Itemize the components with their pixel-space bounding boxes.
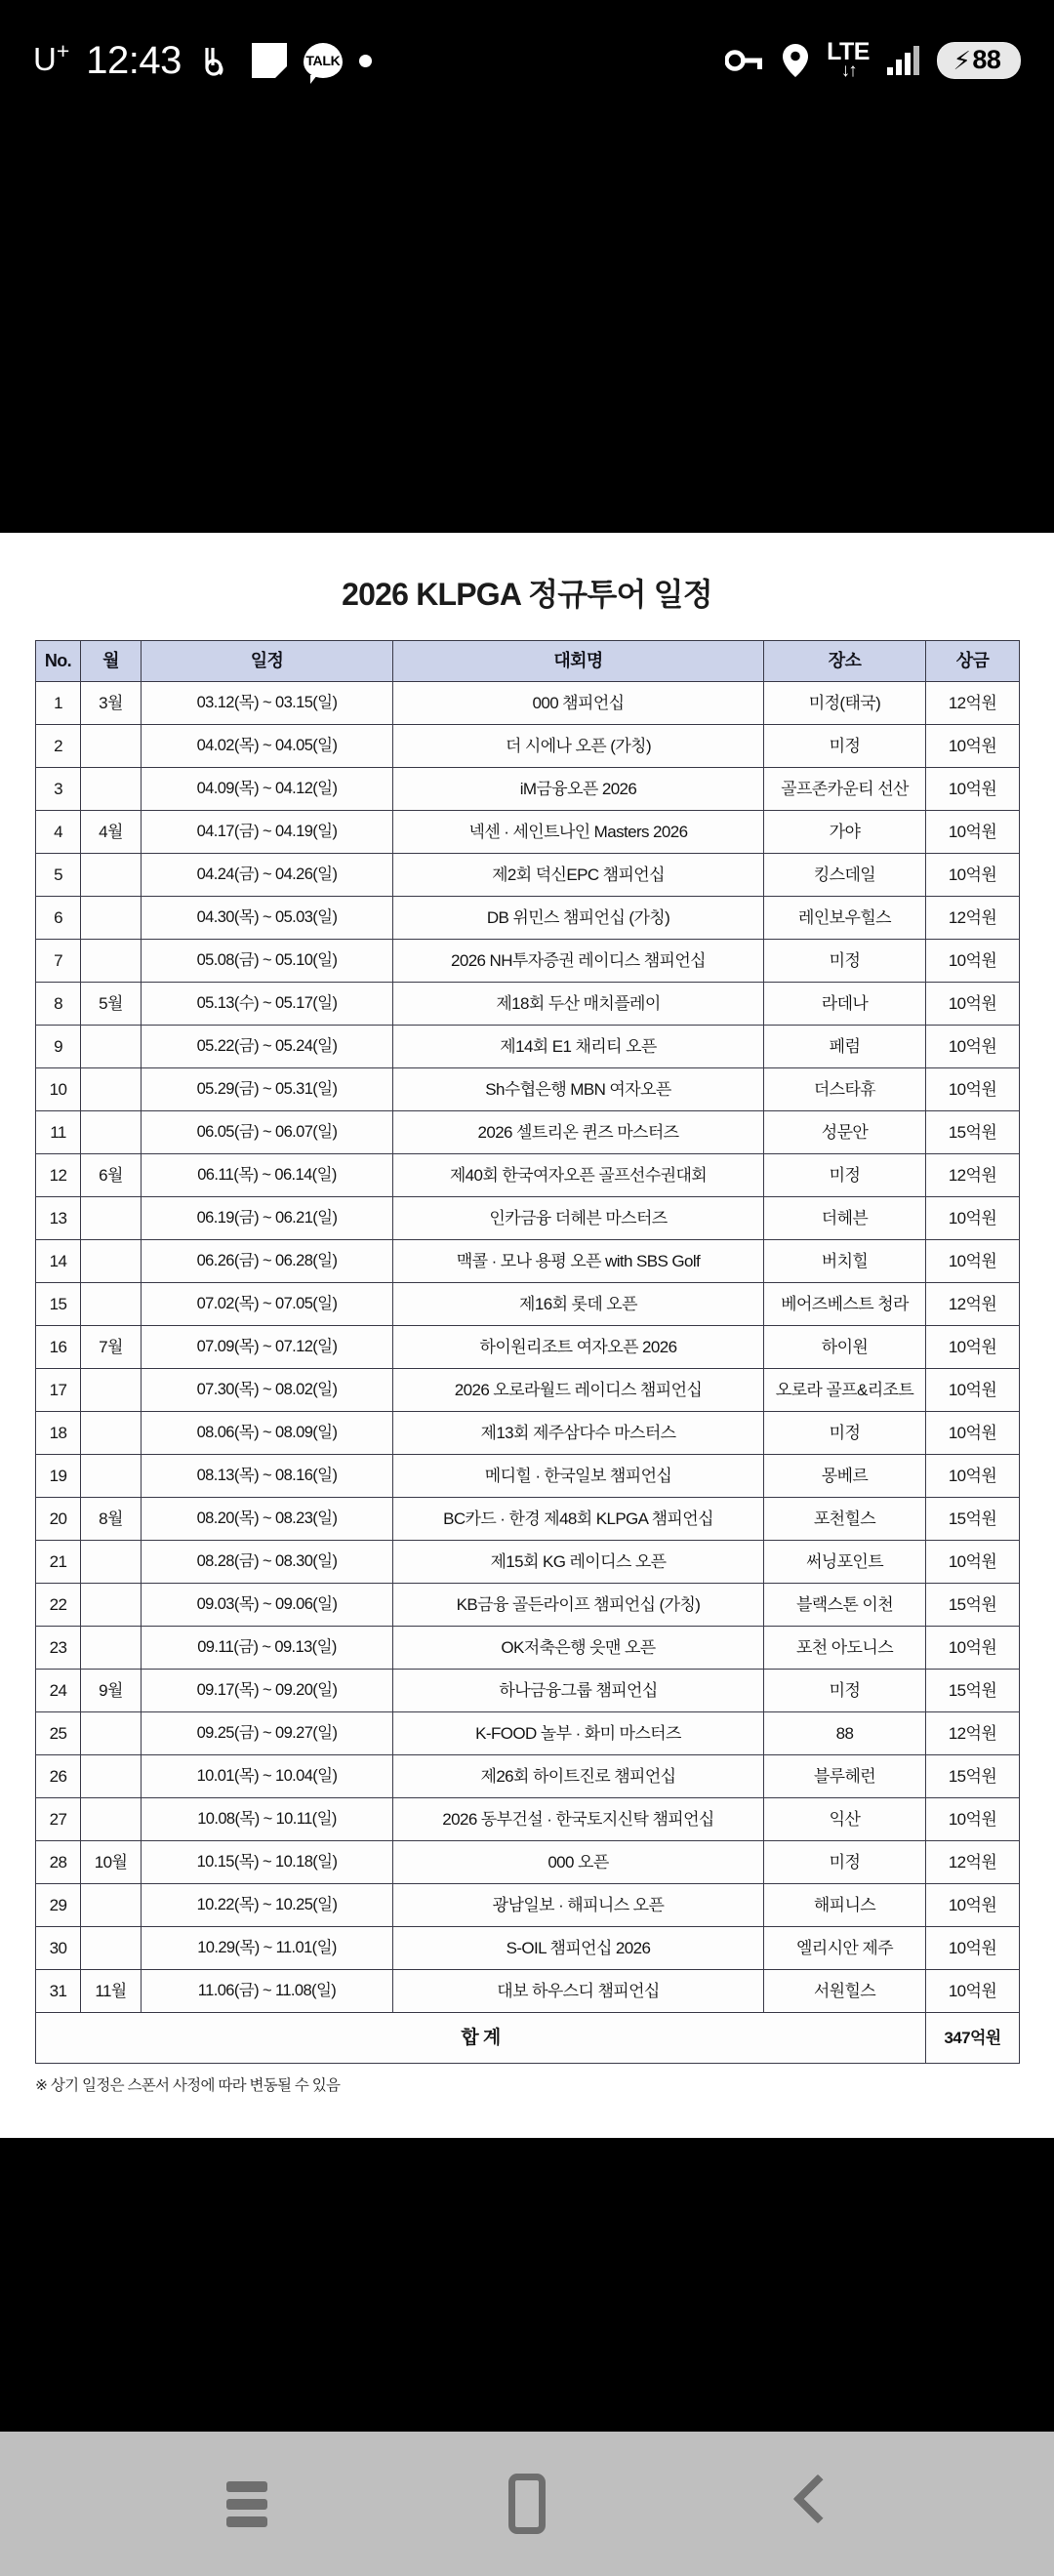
cell-no: 9 [36, 1026, 81, 1068]
cell-place: 미정 [764, 1412, 926, 1455]
cell-prize: 10억원 [926, 1455, 1020, 1498]
cell-name: 제14회 E1 채리티 오픈 [393, 1026, 764, 1068]
cell-name: 제16회 롯데 오픈 [393, 1283, 764, 1326]
cell-prize: 10억원 [926, 768, 1020, 811]
cell-place: 엘리시안 제주 [764, 1927, 926, 1970]
carrier-label: U+ [33, 37, 70, 77]
cell-no: 12 [36, 1154, 81, 1197]
cell-date: 04.30(목) ~ 05.03(일) [142, 897, 393, 940]
table-row [36, 811, 1020, 854]
cell-date: 05.29(금) ~ 05.31(일) [142, 1068, 393, 1111]
cell-prize: 15억원 [926, 1584, 1020, 1627]
document-sheet [0, 533, 1054, 2138]
total-row [36, 2013, 1020, 2064]
cell-month: 11월 [81, 1970, 142, 2013]
cell-prize: 10억원 [926, 1197, 1020, 1240]
cell-place: 킹스데일 [764, 854, 926, 897]
cell-prize: 10억원 [926, 1240, 1020, 1283]
cell-place: 라데나 [764, 983, 926, 1026]
cell-month [81, 1798, 142, 1841]
cell-place: 성문안 [764, 1111, 926, 1154]
status-bar [0, 0, 1054, 94]
cell-no: 29 [36, 1884, 81, 1927]
cell-date: 08.28(금) ~ 08.30(일) [142, 1541, 393, 1584]
cell-name: DB 위민스 챔피언십 (가칭) [393, 897, 764, 940]
home-button[interactable] [468, 2445, 586, 2562]
schedule-table [35, 640, 1020, 2064]
table-header [36, 641, 1020, 682]
cell-date: 09.17(목) ~ 09.20(일) [142, 1670, 393, 1712]
table-row [36, 1670, 1020, 1712]
cell-date: 08.13(목) ~ 08.16(일) [142, 1455, 393, 1498]
cell-prize: 10억원 [926, 940, 1020, 983]
cell-date: 04.09(목) ~ 04.12(일) [142, 768, 393, 811]
cell-no: 31 [36, 1970, 81, 2013]
total-label: 합 계 [36, 2013, 926, 2064]
cell-no: 14 [36, 1240, 81, 1283]
table-row [36, 1283, 1020, 1326]
cell-date: 06.05(금) ~ 06.07(일) [142, 1111, 393, 1154]
table-row [36, 1026, 1020, 1068]
cell-no: 27 [36, 1798, 81, 1841]
cell-name: 제40회 한국여자오픈 골프선수권대회 [393, 1154, 764, 1197]
status-bar-right [725, 40, 1021, 80]
cell-name: K-FOOD 놀부 · 화미 마스터즈 [393, 1712, 764, 1755]
cell-month [81, 1111, 142, 1154]
cell-date: 07.30(목) ~ 08.02(일) [142, 1369, 393, 1412]
back-button[interactable] [749, 2445, 866, 2562]
table-row [36, 768, 1020, 811]
table-row [36, 1627, 1020, 1670]
cell-place: 더헤븐 [764, 1197, 926, 1240]
schedule-table-wrapper [0, 640, 1054, 2064]
cell-month [81, 1884, 142, 1927]
cell-place: 페럼 [764, 1026, 926, 1068]
cell-place: 88 [764, 1712, 926, 1755]
table-row [36, 854, 1020, 897]
cell-date: 05.08(금) ~ 05.10(일) [142, 940, 393, 983]
blank-area-bottom [0, 2138, 1054, 2432]
cell-place: 오로라 골프&리조트 [764, 1369, 926, 1412]
cell-date: 10.01(목) ~ 10.04(일) [142, 1755, 393, 1798]
table-row [36, 1154, 1020, 1197]
cell-name: S-OIL 챔피언십 2026 [393, 1927, 764, 1970]
cell-prize: 15억원 [926, 1755, 1020, 1798]
lte-icon: LTE ↓↑ [827, 38, 870, 81]
cell-month [81, 1197, 142, 1240]
cell-no: 8 [36, 983, 81, 1026]
cell-date: 09.03(목) ~ 09.06(일) [142, 1584, 393, 1627]
cell-prize: 15억원 [926, 1670, 1020, 1712]
cell-month [81, 1068, 142, 1111]
cell-prize: 10억원 [926, 1026, 1020, 1068]
cell-no: 7 [36, 940, 81, 983]
cell-no: 30 [36, 1927, 81, 1970]
cell-month: 6월 [81, 1154, 142, 1197]
cell-place: 미정 [764, 1154, 926, 1197]
table-row [36, 1111, 1020, 1154]
cell-month [81, 1584, 142, 1627]
cell-date: 06.19(금) ~ 06.21(일) [142, 1197, 393, 1240]
cell-date: 05.13(수) ~ 05.17(일) [142, 983, 393, 1026]
table-row [36, 1412, 1020, 1455]
cell-no: 6 [36, 897, 81, 940]
cell-place: 레인보우힐스 [764, 897, 926, 940]
column-header-month: 월 [81, 641, 142, 682]
status-bar-left [33, 37, 372, 82]
home-icon [508, 2474, 546, 2534]
cell-name: 하나금융그룹 챔피언십 [393, 1670, 764, 1712]
cell-prize: 10억원 [926, 1627, 1020, 1670]
cell-month: 9월 [81, 1670, 142, 1712]
cell-name: 대보 하우스디 챔피언십 [393, 1970, 764, 2013]
cell-date: 04.02(목) ~ 04.05(일) [142, 725, 393, 768]
cell-no: 18 [36, 1412, 81, 1455]
cell-month: 3월 [81, 682, 142, 725]
cell-no: 22 [36, 1584, 81, 1627]
table-row [36, 1584, 1020, 1627]
table-row [36, 1326, 1020, 1369]
cell-prize: 10억원 [926, 1369, 1020, 1412]
cell-place: 몽베르 [764, 1455, 926, 1498]
cell-date: 08.20(목) ~ 08.23(일) [142, 1498, 393, 1541]
cell-no: 15 [36, 1283, 81, 1326]
cell-prize: 10억원 [926, 1927, 1020, 1970]
status-clock: 12:43 [86, 39, 182, 82]
cell-name: 하이원리조트 여자오픈 2026 [393, 1326, 764, 1369]
cell-name: 2026 동부건설 · 한국토지신탁 챔피언십 [393, 1798, 764, 1841]
cell-name: 더 시에나 오픈 (가칭) [393, 725, 764, 768]
cell-prize: 10억원 [926, 1970, 1020, 2013]
cell-no: 13 [36, 1197, 81, 1240]
column-header-no: No. [36, 641, 81, 682]
cell-place: 포천힐스 [764, 1498, 926, 1541]
cell-name: 제18회 두산 매치플레이 [393, 983, 764, 1026]
kakaotalk-icon: TALK [304, 43, 343, 78]
cell-name: 2026 셀트리온 퀸즈 마스터즈 [393, 1111, 764, 1154]
cell-date: 03.12(목) ~ 03.15(일) [142, 682, 393, 725]
cell-month: 4월 [81, 811, 142, 854]
cell-no: 19 [36, 1455, 81, 1498]
cell-date: 09.25(금) ~ 09.27(일) [142, 1712, 393, 1755]
column-header-place: 장소 [764, 641, 926, 682]
note-icon [252, 43, 287, 78]
cell-month [81, 854, 142, 897]
cell-place: 서원힐스 [764, 1970, 926, 2013]
cell-month [81, 1455, 142, 1498]
cell-no: 16 [36, 1326, 81, 1369]
cell-no: 26 [36, 1755, 81, 1798]
table-row [36, 983, 1020, 1026]
column-header-date: 일정 [142, 641, 393, 682]
table-row [36, 1970, 1020, 2013]
cell-name: Sh수협은행 MBN 여자오픈 [393, 1068, 764, 1111]
cell-name: iM금융오픈 2026 [393, 768, 764, 811]
band-icon [198, 42, 235, 79]
cell-place: 미정(태국) [764, 682, 926, 725]
table-row [36, 1541, 1020, 1584]
cell-name: 넥센 · 세인트나인 Masters 2026 [393, 811, 764, 854]
cell-name: 메디힐 · 한국일보 챔피언십 [393, 1455, 764, 1498]
cell-name: 제2회 덕신EPC 챔피언십 [393, 854, 764, 897]
cell-month [81, 1927, 142, 1970]
cell-name: 2026 오로라월드 레이디스 챔피언십 [393, 1369, 764, 1412]
blank-area-top [0, 94, 1054, 533]
battery-level: 88 [972, 45, 1001, 74]
cell-place: 블랙스톤 이천 [764, 1584, 926, 1627]
recents-icon [226, 2481, 267, 2527]
cell-prize: 15억원 [926, 1111, 1020, 1154]
cell-place: 미정 [764, 1670, 926, 1712]
cell-prize: 12억원 [926, 897, 1020, 940]
cell-date: 10.29(목) ~ 11.01(일) [142, 1927, 393, 1970]
table-row [36, 1884, 1020, 1927]
cell-month [81, 1712, 142, 1755]
cell-name: 000 오픈 [393, 1841, 764, 1884]
cell-prize: 10억원 [926, 1326, 1020, 1369]
column-header-name: 대회명 [393, 641, 764, 682]
cell-prize: 10억원 [926, 1798, 1020, 1841]
cell-prize: 12억원 [926, 1283, 1020, 1326]
cell-month [81, 1755, 142, 1798]
cell-no: 4 [36, 811, 81, 854]
cell-date: 10.22(목) ~ 10.25(일) [142, 1884, 393, 1927]
cell-date: 09.11(금) ~ 09.13(일) [142, 1627, 393, 1670]
cell-date: 06.11(목) ~ 06.14(일) [142, 1154, 393, 1197]
column-header-prize: 상금 [926, 641, 1020, 682]
cell-no: 5 [36, 854, 81, 897]
cell-place: 골프존카운티 선산 [764, 768, 926, 811]
cell-no: 23 [36, 1627, 81, 1670]
cell-place: 가야 [764, 811, 926, 854]
cell-prize: 12억원 [926, 1841, 1020, 1884]
cell-month: 5월 [81, 983, 142, 1026]
cell-date: 10.08(목) ~ 10.11(일) [142, 1798, 393, 1841]
cell-prize: 12억원 [926, 682, 1020, 725]
table-row [36, 1498, 1020, 1541]
cell-place: 포천 아도니스 [764, 1627, 926, 1670]
table-footer [36, 2013, 1020, 2064]
charging-bolt-icon: ⚡ [953, 45, 971, 75]
cell-date: 05.22(금) ~ 05.24(일) [142, 1026, 393, 1068]
cell-date: 08.06(목) ~ 08.09(일) [142, 1412, 393, 1455]
cell-prize: 10억원 [926, 811, 1020, 854]
cell-date: 04.17(금) ~ 04.19(일) [142, 811, 393, 854]
cell-name: 2026 NH투자증권 레이디스 챔피언십 [393, 940, 764, 983]
cell-month: 7월 [81, 1326, 142, 1369]
cell-prize: 10억원 [926, 1884, 1020, 1927]
cell-place: 익산 [764, 1798, 926, 1841]
footnote: ※ 상기 일정은 스폰서 사정에 따라 변동될 수 있음 [35, 2077, 341, 2094]
cell-month [81, 1412, 142, 1455]
cell-date: 06.26(금) ~ 06.28(일) [142, 1240, 393, 1283]
cell-prize: 12억원 [926, 1154, 1020, 1197]
table-row [36, 1197, 1020, 1240]
location-pin-icon [782, 43, 809, 78]
cell-no: 20 [36, 1498, 81, 1541]
recents-button[interactable] [188, 2445, 305, 2562]
cell-date: 10.15(목) ~ 10.18(일) [142, 1841, 393, 1884]
cell-place: 미정 [764, 725, 926, 768]
cell-month [81, 1240, 142, 1283]
table-row [36, 1712, 1020, 1755]
cell-prize: 12억원 [926, 1712, 1020, 1755]
cell-place: 미정 [764, 1841, 926, 1884]
cell-no: 3 [36, 768, 81, 811]
dot-icon [359, 55, 372, 67]
cell-place: 더스타휴 [764, 1068, 926, 1111]
back-chevron-icon [790, 2475, 824, 2532]
cell-prize: 10억원 [926, 1541, 1020, 1584]
cell-name: 제26회 하이트진로 챔피언십 [393, 1755, 764, 1798]
cell-name: 광남일보 · 해피니스 오픈 [393, 1884, 764, 1927]
table-body [36, 682, 1020, 2013]
cell-no: 24 [36, 1670, 81, 1712]
cell-month [81, 1541, 142, 1584]
cell-no: 28 [36, 1841, 81, 1884]
cell-name: 제15회 KG 레이디스 오픈 [393, 1541, 764, 1584]
cell-place: 미정 [764, 940, 926, 983]
cell-name: OK저축은행 읏맨 오픈 [393, 1627, 764, 1670]
table-row [36, 1068, 1020, 1111]
table-row [36, 1369, 1020, 1412]
table-row [36, 725, 1020, 768]
cell-prize: 10억원 [926, 854, 1020, 897]
cell-name: 제13회 제주삼다수 마스터스 [393, 1412, 764, 1455]
table-row [36, 1798, 1020, 1841]
cell-no: 2 [36, 725, 81, 768]
cell-name: 맥콜 · 모나 용평 오픈 with SBS Golf [393, 1240, 764, 1283]
cell-name: BC카드 · 한경 제48회 KLPGA 챔피언십 [393, 1498, 764, 1541]
cell-name: KB금융 골든라이프 챔피언십 (가칭) [393, 1584, 764, 1627]
table-row [36, 682, 1020, 725]
table-row [36, 1755, 1020, 1798]
cell-no: 21 [36, 1541, 81, 1584]
battery-icon [937, 42, 1021, 79]
cell-month [81, 1369, 142, 1412]
total-value: 347억원 [926, 2013, 1020, 2064]
cell-month [81, 725, 142, 768]
cell-prize: 10억원 [926, 1068, 1020, 1111]
cell-prize: 15억원 [926, 1498, 1020, 1541]
cell-place: 하이원 [764, 1326, 926, 1369]
cell-date: 07.02(목) ~ 07.05(일) [142, 1283, 393, 1326]
cell-name: 인카금융 더헤븐 마스터즈 [393, 1197, 764, 1240]
cell-prize: 10억원 [926, 1412, 1020, 1455]
header-row [36, 641, 1020, 682]
cell-month [81, 897, 142, 940]
cell-no: 11 [36, 1111, 81, 1154]
table-row [36, 1927, 1020, 1970]
cell-month [81, 940, 142, 983]
key-icon [725, 48, 764, 73]
cell-month [81, 1026, 142, 1068]
table-row [36, 940, 1020, 983]
cell-no: 1 [36, 682, 81, 725]
signal-bars-icon [887, 46, 919, 75]
cell-place: 해피니스 [764, 1884, 926, 1927]
cell-no: 25 [36, 1712, 81, 1755]
table-row [36, 1240, 1020, 1283]
cell-prize: 10억원 [926, 983, 1020, 1026]
cell-month [81, 1283, 142, 1326]
table-row [36, 1455, 1020, 1498]
table-row [36, 1841, 1020, 1884]
cell-place: 버치힐 [764, 1240, 926, 1283]
cell-no: 17 [36, 1369, 81, 1412]
table-row [36, 897, 1020, 940]
navigation-bar [0, 2432, 1054, 2576]
cell-date: 07.09(목) ~ 07.12(일) [142, 1326, 393, 1369]
cell-place: 써닝포인트 [764, 1541, 926, 1584]
cell-place: 베어즈베스트 청라 [764, 1283, 926, 1326]
cell-month [81, 1627, 142, 1670]
cell-month: 8월 [81, 1498, 142, 1541]
cell-place: 블루헤런 [764, 1755, 926, 1798]
cell-date: 11.06(금) ~ 11.08(일) [142, 1970, 393, 2013]
cell-no: 10 [36, 1068, 81, 1111]
cell-month [81, 768, 142, 811]
cell-date: 04.24(금) ~ 04.26(일) [142, 854, 393, 897]
cell-prize: 10억원 [926, 725, 1020, 768]
cell-month: 10월 [81, 1841, 142, 1884]
page-title: 2026 KLPGA 정규투어 일정 [342, 577, 712, 612]
cell-name: 000 챔피언십 [393, 682, 764, 725]
